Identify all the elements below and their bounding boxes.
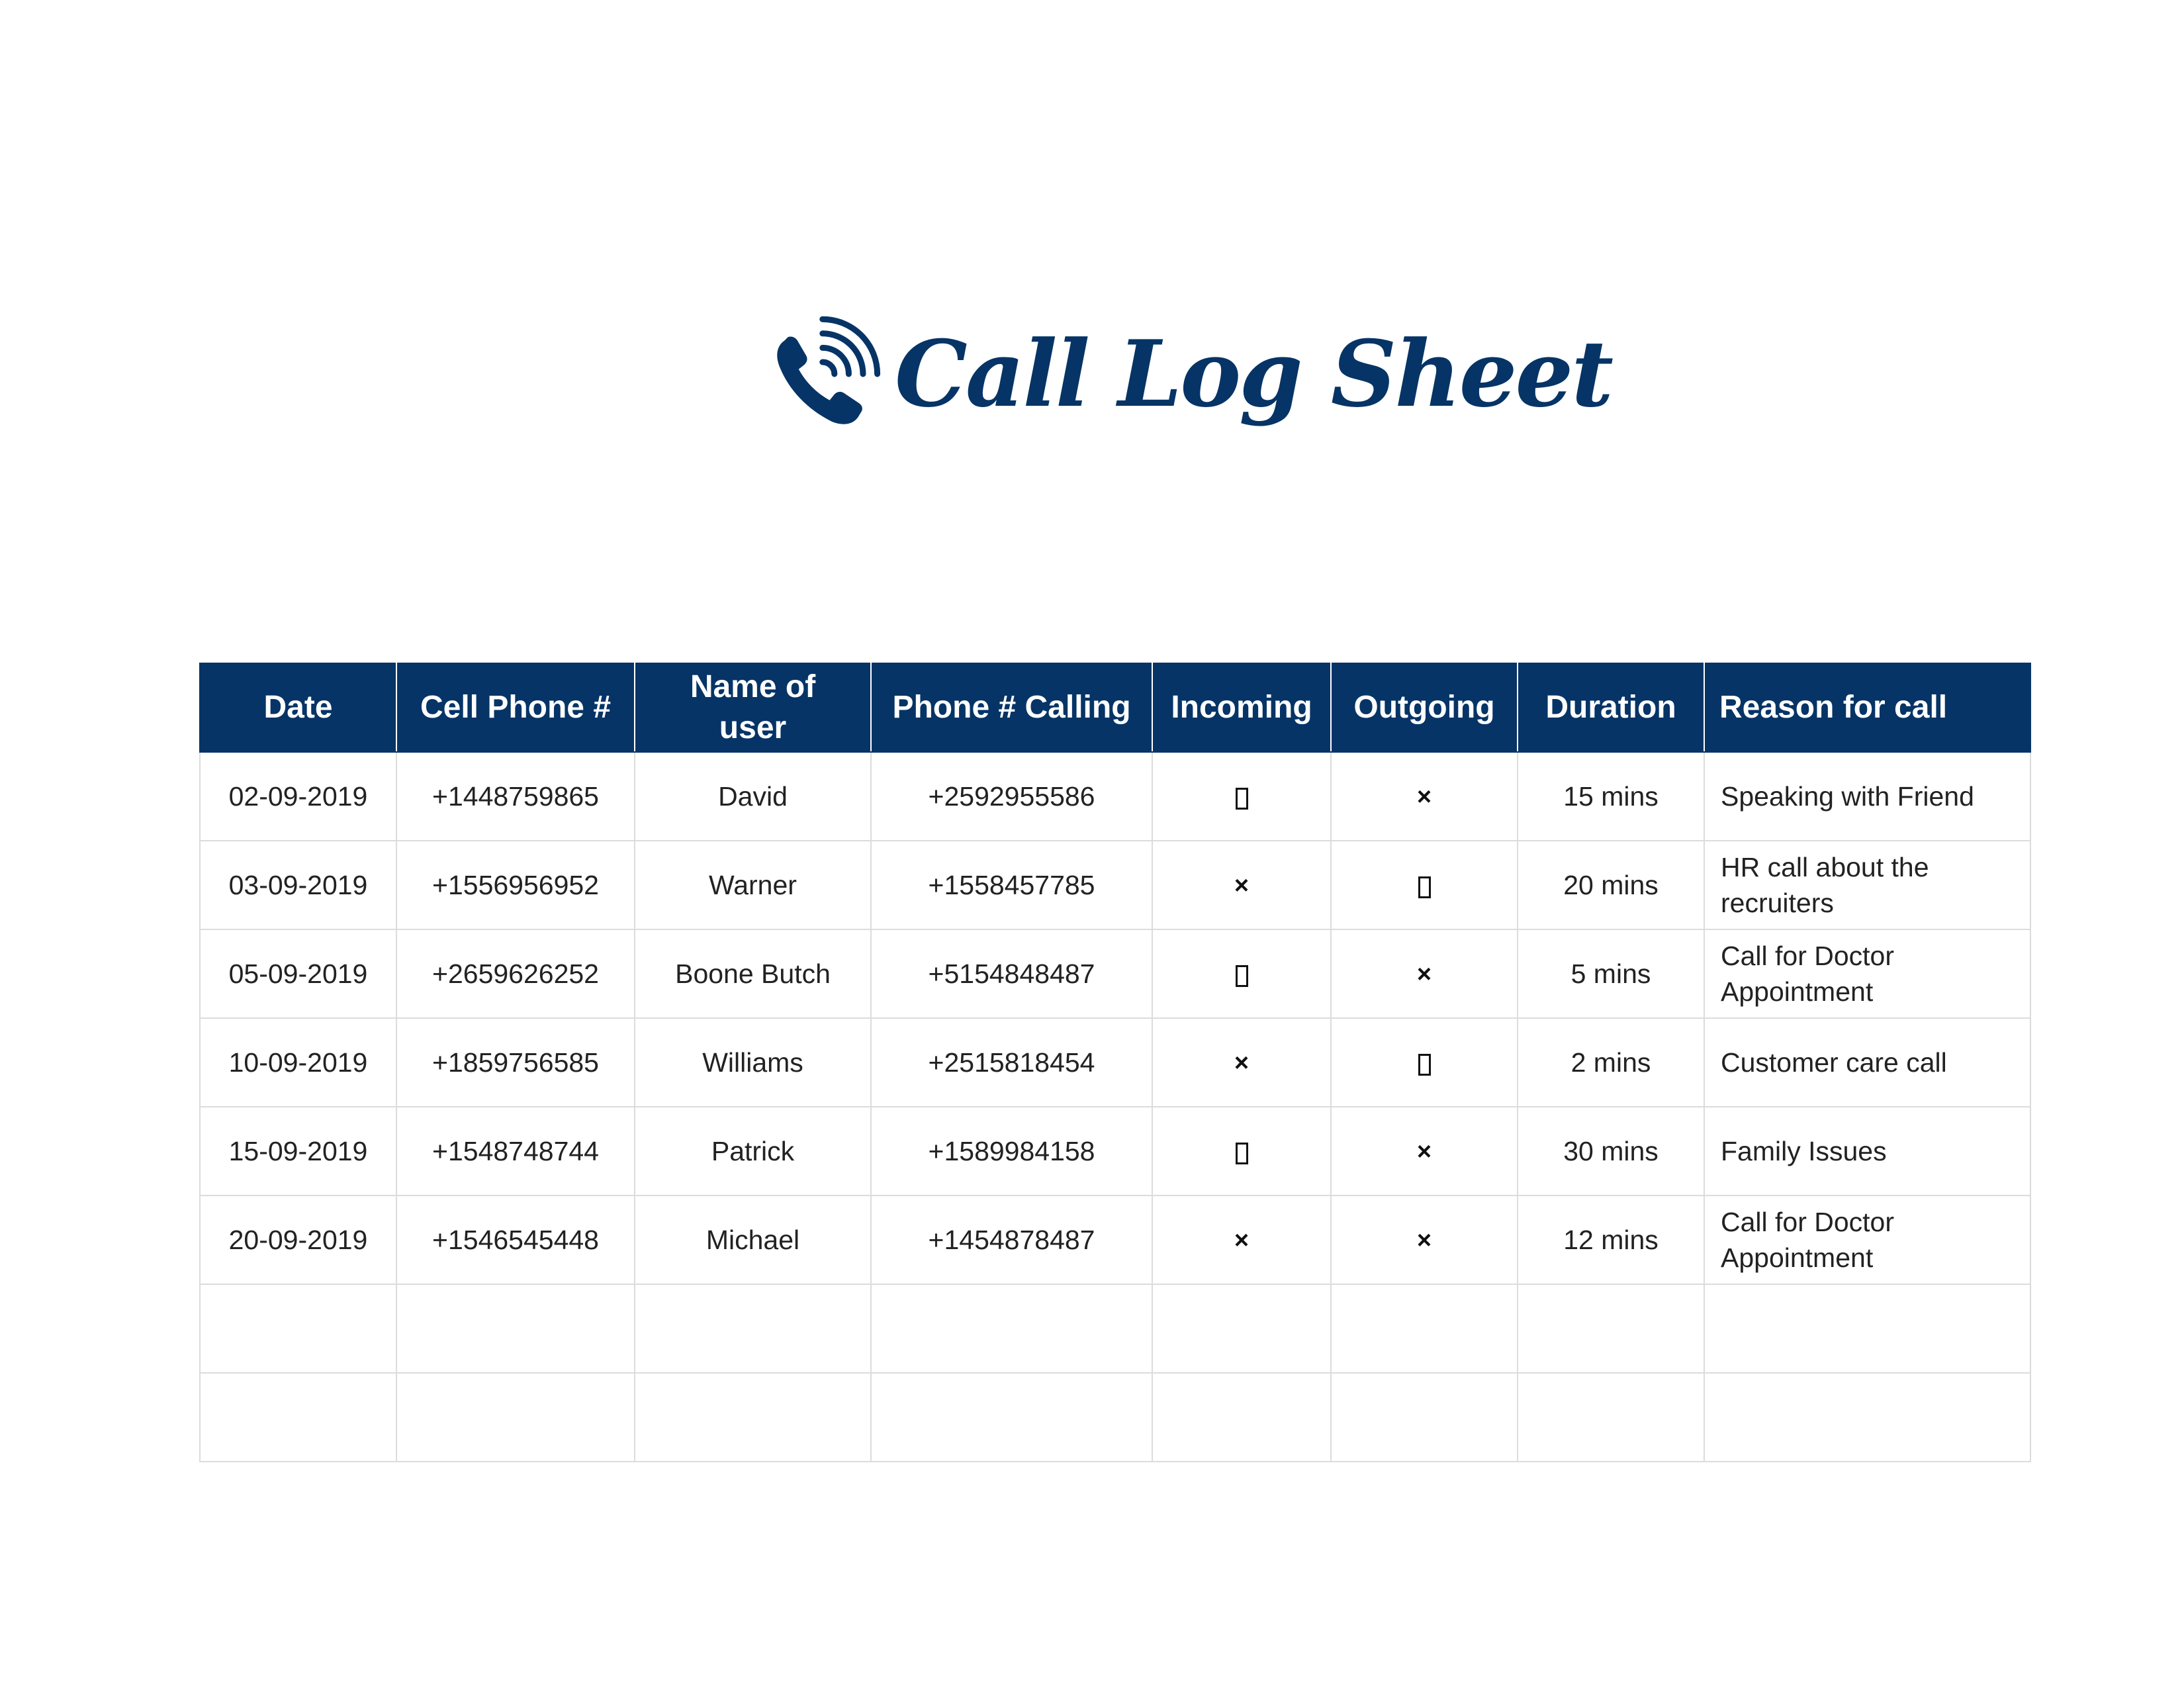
reason-cell: Call for Doctor Appointment <box>1704 929 2030 1018</box>
table-row <box>200 752 2030 841</box>
duration-cell: 12 mins <box>1518 1196 1704 1284</box>
empty-table-row <box>200 1373 2030 1462</box>
title-block <box>768 308 1612 440</box>
x-mark: × <box>1416 1138 1432 1166</box>
incoming-cell <box>1152 929 1331 1018</box>
duration-cell: 20 mins <box>1518 841 1704 929</box>
phone-ringing-icon <box>768 314 887 434</box>
table-row <box>200 1107 2030 1196</box>
user-name-cell: Williams <box>635 1018 871 1107</box>
outgoing-cell <box>1331 1107 1518 1196</box>
empty-cell <box>1518 1284 1704 1373</box>
outgoing-cell <box>1331 1196 1518 1284</box>
duration-cell: 2 mins <box>1518 1018 1704 1107</box>
empty-cell <box>1331 1284 1518 1373</box>
reason-cell: Call for Doctor Appointment <box>1704 1196 2030 1284</box>
cell-phone-cell: +2659626252 <box>396 929 635 1018</box>
empty-table-row <box>200 1284 2030 1373</box>
incoming-cell <box>1152 752 1331 841</box>
duration-cell: 5 mins <box>1518 929 1704 1018</box>
empty-cell <box>200 1284 396 1373</box>
x-mark: × <box>1234 872 1250 900</box>
table-header <box>200 663 2030 752</box>
outgoing-cell <box>1331 841 1518 929</box>
outgoing-cell <box>1331 752 1518 841</box>
column-header-outgoing: Outgoing <box>1331 663 1518 752</box>
cell-phone-cell: +1859756585 <box>396 1018 635 1107</box>
empty-box-mark <box>1236 788 1248 810</box>
phone-calling-cell: +5154848487 <box>871 929 1152 1018</box>
date-cell: 10-09-2019 <box>200 1018 396 1107</box>
x-mark: × <box>1416 783 1432 811</box>
date-cell: 03-09-2019 <box>200 841 396 929</box>
x-mark: × <box>1234 1049 1250 1077</box>
table-row <box>200 841 2030 929</box>
user-name-cell: David <box>635 752 871 841</box>
user-name-cell: Patrick <box>635 1107 871 1196</box>
reason-cell: Customer care call <box>1704 1018 2030 1107</box>
reason-cell: HR call about the recruiters <box>1704 841 2030 929</box>
x-mark: × <box>1416 1227 1432 1254</box>
date-cell: 02-09-2019 <box>200 752 396 841</box>
empty-cell <box>1152 1284 1331 1373</box>
empty-cell <box>871 1373 1152 1462</box>
empty-box-mark <box>1418 876 1431 898</box>
empty-cell <box>1704 1284 2030 1373</box>
cell-phone-cell: +1448759865 <box>396 752 635 841</box>
date-cell: 15-09-2019 <box>200 1107 396 1196</box>
column-header-phone-calling: Phone # Calling <box>871 663 1152 752</box>
phone-calling-cell: +1589984158 <box>871 1107 1152 1196</box>
empty-box-mark <box>1236 965 1248 987</box>
empty-cell <box>1152 1373 1331 1462</box>
empty-cell <box>635 1373 871 1462</box>
table-row <box>200 1018 2030 1107</box>
empty-cell <box>396 1373 635 1462</box>
reason-cell: Speaking with Friend <box>1704 752 2030 841</box>
empty-cell <box>396 1284 635 1373</box>
column-header-cell-phone: Cell Phone # <box>396 663 635 752</box>
call-log-table <box>199 663 2031 1462</box>
page-title: Call Log Sheet <box>895 320 1612 428</box>
empty-cell <box>871 1284 1152 1373</box>
incoming-cell <box>1152 841 1331 929</box>
phone-calling-cell: +1454878487 <box>871 1196 1152 1284</box>
outgoing-cell <box>1331 929 1518 1018</box>
user-name-cell: Boone Butch <box>635 929 871 1018</box>
phone-calling-cell: +1558457785 <box>871 841 1152 929</box>
empty-cell <box>1704 1373 2030 1462</box>
empty-cell <box>200 1373 396 1462</box>
outgoing-cell <box>1331 1018 1518 1107</box>
reason-cell: Family Issues <box>1704 1107 2030 1196</box>
table-body <box>200 752 2030 1462</box>
duration-cell: 15 mins <box>1518 752 1704 841</box>
column-header-duration: Duration <box>1518 663 1704 752</box>
column-header-date: Date <box>200 663 396 752</box>
column-header-incoming: Incoming <box>1152 663 1331 752</box>
phone-calling-cell: +2592955586 <box>871 752 1152 841</box>
phone-calling-cell: +2515818454 <box>871 1018 1152 1107</box>
x-mark: × <box>1234 1227 1250 1254</box>
date-cell: 20-09-2019 <box>200 1196 396 1284</box>
empty-cell <box>1331 1373 1518 1462</box>
table-row <box>200 1196 2030 1284</box>
date-cell: 05-09-2019 <box>200 929 396 1018</box>
empty-cell <box>1518 1373 1704 1462</box>
empty-box-mark <box>1236 1143 1248 1164</box>
cell-phone-cell: +1548748744 <box>396 1107 635 1196</box>
cell-phone-cell: +1546545448 <box>396 1196 635 1284</box>
duration-cell: 30 mins <box>1518 1107 1704 1196</box>
x-mark: × <box>1416 961 1432 988</box>
empty-cell <box>635 1284 871 1373</box>
column-header-name-of-user: Name of user <box>635 663 871 752</box>
user-name-cell: Michael <box>635 1196 871 1284</box>
cell-phone-cell: +1556956952 <box>396 841 635 929</box>
incoming-cell <box>1152 1196 1331 1284</box>
user-name-cell: Warner <box>635 841 871 929</box>
empty-box-mark <box>1418 1054 1431 1076</box>
incoming-cell <box>1152 1107 1331 1196</box>
column-header-reason: Reason for call <box>1704 663 2030 752</box>
incoming-cell <box>1152 1018 1331 1107</box>
table-row <box>200 929 2030 1018</box>
